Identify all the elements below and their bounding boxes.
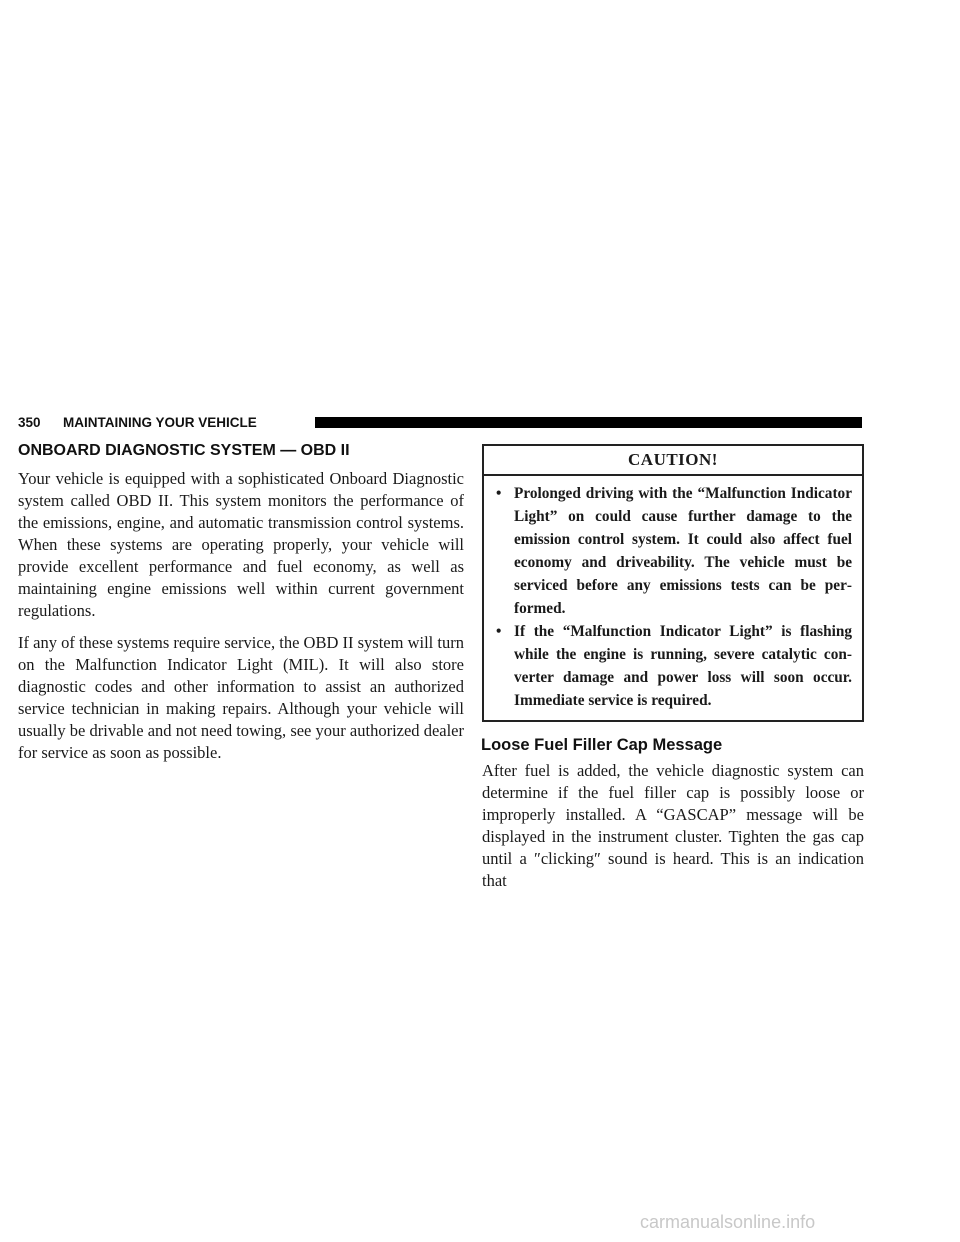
gascap-paragraph: After fuel is added, the vehicle diagnostic system can determine if the fuel filler cap is possibly loose or improperly installed. A “GASCAP” message will be displayed in the instrument cluster. Tighten the gas cap until a ″clicking″ sound is heard. This is an indication that <box>482 761 864 890</box>
watermark: carmanualsonline.info <box>640 1212 816 1232</box>
caution-box <box>482 444 864 722</box>
bullet-icon: • <box>496 623 502 640</box>
header-rule <box>315 417 862 428</box>
page-header <box>18 414 862 432</box>
caution-item-text: Prolonged driving with the “Malfunction Indicator Light” on could cause further damage to the emission control system. It could also affect fuel economy and driveability. The vehicle must be serviced before any emissions tests can be performed. <box>514 485 852 617</box>
obd-title: ONBOARD DIAGNOSTIC SYSTEM — OBD II <box>18 442 350 459</box>
caution-title: CAUTION! <box>484 446 862 476</box>
caution-item <box>496 620 852 712</box>
caution-item-text: If the “Malfunction Indicator Light” is flashing while the engine is running, severe catalytic converter damage and power loss will soon occur. Immediate service is required. <box>514 623 852 709</box>
section-title: MAINTAINING YOUR VEHICLE <box>63 415 257 430</box>
page-number: 350 <box>18 415 41 430</box>
caution-item <box>496 482 852 620</box>
caution-list <box>484 482 862 712</box>
obd-paragraph-2: If any of these systems require service, the OBD II system will turn on the Malfunction Indicator Light (MIL). It will also store diagnostic codes and other information to assist an authorized service technician in making repairs. Although your vehicle will usually be drivable and not need towing, see your authorized dealer for service as soon as possible. <box>18 633 464 762</box>
gascap-subtitle: Loose Fuel Filler Cap Message <box>481 736 723 754</box>
obd-paragraph-1: Your vehicle is equipped with a sophisticated Onboard Diagnostic system called OBD II. This system monitors the performance of the emissions, engine, and automatic transmission control systems. When these systems are operating properly, your vehicle will provide excellent performance and fuel economy, as well as maintaining engine emissions well within current government regulations. <box>18 469 464 620</box>
bullet-icon: • <box>496 485 502 502</box>
left-column <box>18 440 464 774</box>
right-column <box>482 444 864 902</box>
